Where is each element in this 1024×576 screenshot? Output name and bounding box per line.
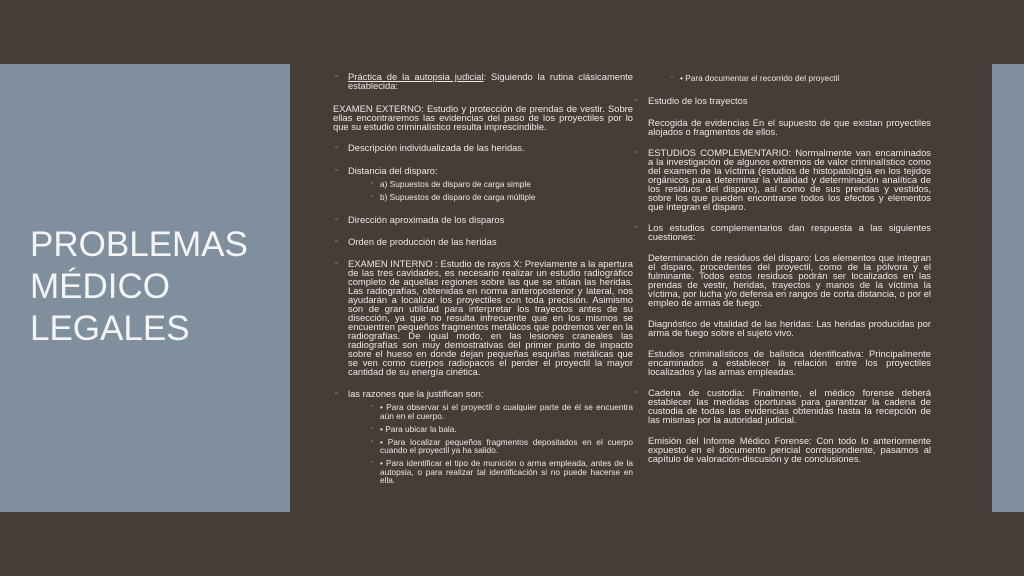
- list-item: [633, 96, 931, 105]
- sub-bullet-icon: ▫: [371, 425, 374, 432]
- sub-bullet-icon: ▫: [371, 460, 374, 467]
- bullet-icon: ▫: [635, 389, 638, 397]
- autopsia-link[interactable]: Práctica de la autopsia judicial: [348, 71, 484, 82]
- sub-item: [333, 403, 633, 419]
- bullet-icon: ▫: [335, 144, 338, 151]
- direccion-text: Dirección aproximada de los disparos: [348, 214, 505, 226]
- list-item: [333, 389, 633, 484]
- examen-interno-text: EXAMEN INTERNO : Estudio de rayos X: Previamente a la apertura de las tres cavidades, es necesario realizar un estudio radiográfico completo de aquellas regiones sobre las que se sitúan las heridas. Las radiografías, obtenidas en norma anteroposterior y lateral, nos ayudarán a localizar los proyectiles con toda precisión. Asimismo son de gran utilidad para interpretar los trayectos antes de su disección, ya que no resulta infrecuente que en los mismos se encuentren pequeños fragmentos metálicos que podremos ver en la radiografías. De igual modo, en las lesiones craneales las radiografías son muy demostrativas del primer punto de impacto sobre el hueso en donde dejan pequeñas esquirlas metálicas que se ven como cuerpos radiopacos el perder el proyectil la mayor cantidad de su energía cinética.: [348, 258, 633, 378]
- sub-item: [333, 459, 633, 484]
- bullet-icon: ▫: [335, 216, 338, 224]
- bullet-icon: ▫: [335, 238, 338, 246]
- title-line-3: LEGALES: [30, 309, 190, 348]
- list-item: [333, 143, 633, 152]
- list-item: [333, 215, 633, 224]
- sub-item-text: • Para ubicar la bala.: [380, 423, 457, 434]
- sub-bullet-icon: ▫: [371, 439, 374, 446]
- autopsia-text: : Siguiendo la rutina clásicamente establecida:: [348, 71, 633, 91]
- bullet-icon: ▫: [635, 149, 638, 157]
- estudios-comp-text: ESTUDIOS COMPLEMENTARIO: Normalmente van encaminados a la investigación de algunos extremos de valor criminalístico como del examen de la víctima (estudios de histopatología en los tejidos orgánicos para determinar la vitalidad y determinación analítica de los residuos del disparo), así como de sus prendas y vestidos, sobre los que pueden encontrarse todos los efectos y elementos que integran el disparo.: [648, 147, 931, 213]
- sub-item: [333, 425, 633, 433]
- sub-item-text: • Para identificar el tipo de munición o arma empleada, antes de la autopsia, o para realizar tal identificación si no puede hacerse en ella.: [380, 458, 633, 485]
- bullet-icon: ▫: [635, 97, 638, 105]
- distancia-text: Distancia del disparo:: [348, 165, 438, 176]
- sub-item-text: • Para localizar pequeños fragmentos depositados en el cuerpo cuando el proyectil ya ha salido.: [380, 437, 633, 456]
- bullet-icon: ▫: [335, 260, 338, 268]
- bullet-icon: ▫: [335, 73, 338, 80]
- sub-bullet-icon: ▫: [371, 404, 374, 411]
- title-line-2: MÉDICO: [30, 267, 170, 306]
- sub-item-text: a) Supuestos de disparo de carga simple: [380, 179, 531, 189]
- descripcion-text: Descripción individualizada de las heridas.: [348, 142, 525, 153]
- balistica-paragraph: Estudios criminalísticos de balística identificativa: Principalmente encaminados a establecer la relación entre los proyectiles localizados y las armas empleadas.: [648, 348, 931, 378]
- razones-text: las razones que la justifican son:: [348, 388, 484, 400]
- recogida-paragraph: Recogida de evidencias En el supuesto de que existan proyectiles alojados o fragmentos de ellos.: [648, 117, 931, 138]
- sub-item: [333, 180, 633, 188]
- sub-bullet-icon: ▫: [371, 194, 374, 201]
- sub-item-text: • Para documentar el recorrido del proyectil: [680, 73, 840, 83]
- sub-item: [333, 438, 633, 454]
- list-item: [333, 72, 633, 90]
- list-item: [633, 223, 931, 241]
- right-text-column: [633, 72, 931, 473]
- list-item: [333, 166, 633, 201]
- list-item: [333, 237, 633, 246]
- examen-externo-paragraph: EXAMEN EXTERNO: Estudio y protección de prendas de vestir. Sobre ellas encontraremos las evidencias del paso de los proyectiles por lo que su estudio criminalístico resulta imprescindible.: [333, 103, 633, 132]
- bullet-icon: ▫: [335, 390, 338, 398]
- sub-item-text: b) Supuestos de disparo de carga múltiple: [380, 192, 536, 203]
- informe-paragraph: Emisión del Informe Médico Forense: Con todo lo anteriormente expuesto en el documento pericial correspondiente, pasamos al capítulo de valoración-discusión y de conclusiones.: [648, 435, 931, 465]
- sub-item-text: • Para observar si el proyectil o cualquier parte de él se encuentra aún en el cuerpo.: [380, 402, 633, 421]
- bullet-icon: ▫: [635, 224, 638, 232]
- sub-bullet-icon: ▫: [671, 75, 674, 81]
- estudios-resp-text: Los estudios complementarios dan respuesta a las siguientes cuestiones:: [648, 222, 931, 243]
- sub-bullet-icon: ▫: [371, 181, 374, 187]
- vitalidad-paragraph: Diagnóstico de vitalidad de las heridas: Las heridas producidas por arma de fuego sobre el sujeto vivo.: [648, 318, 931, 339]
- list-item: [633, 148, 931, 211]
- list-item: [333, 259, 633, 376]
- bullet-icon: ▫: [335, 167, 338, 174]
- orden-text: Orden de producción de las heridas: [348, 236, 497, 248]
- residuos-paragraph: Determinación de residuos del disparo: Los elementos que integran el disparo, procedentes del proyectil, como de la pólvora y el fulminante. Todos estos residuos podrán ser localizados en las prendas de vestir, heridas, trayectos y manos de la víctima la víctima, por lucha y/o defensa en rangos de corta distancia, o por el empleo de armas de fuego.: [648, 252, 931, 309]
- list-item: [633, 388, 931, 424]
- slide-title: [30, 224, 280, 350]
- left-text-column: [333, 72, 633, 494]
- trayectos-text: Estudio de los trayectos: [648, 95, 748, 107]
- custodia-text: Cadena de custodia: Finalmente, el médico forense deberá establecer las medidas oportunas para garantizar la cadena de custodia de todas las evidencias obtenidas hasta la recepción de las mismas por la autoridad judicial.: [648, 387, 931, 426]
- title-line-1: PROBLEMAS: [30, 225, 248, 264]
- right-accent-bar: [992, 64, 1024, 512]
- sub-item: [633, 74, 931, 82]
- sub-item: [333, 193, 633, 201]
